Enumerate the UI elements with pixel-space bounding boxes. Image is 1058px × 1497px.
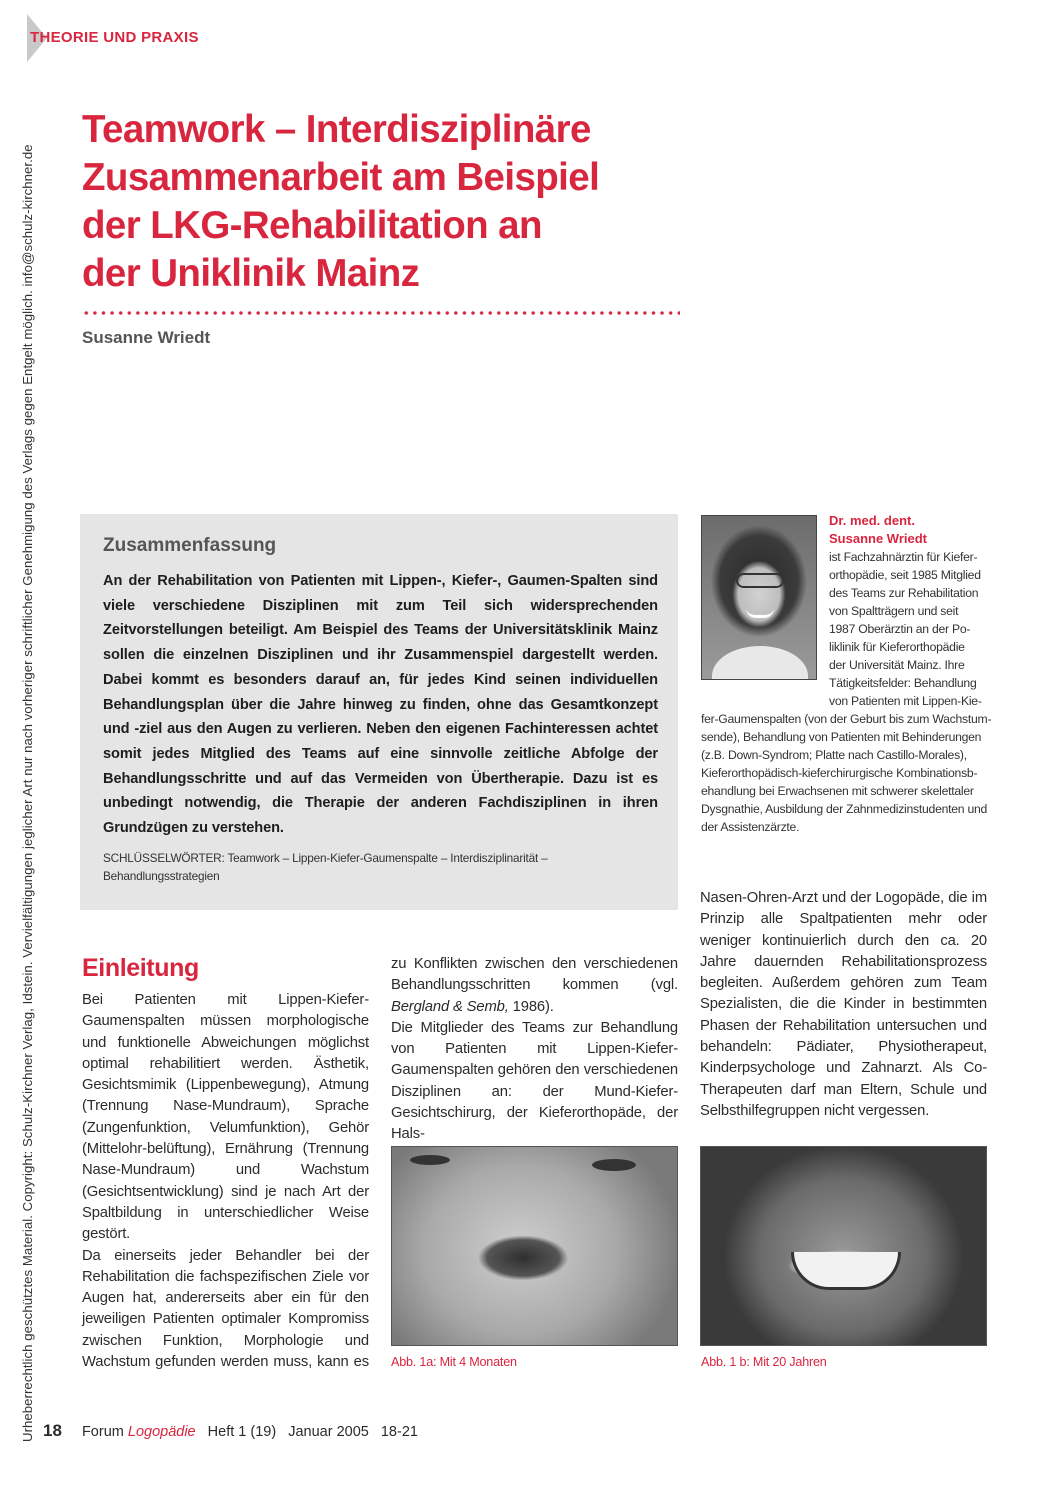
bio-name-block — [829, 512, 927, 548]
body-paragraph: Bei Patienten mit Lippen-Kiefer-Gaumenspalten müssen morphologische und funktionelle Abweichungen möglichst optimal rehabilitiert werden. Ästhetik, Gesichtsmimik (Lippenbewegung), Atmung (Trennung Nase-Mundraum), Sprache (Zungenfunktion, Velumfunktion), Gehör (Mittelohr-belüftung), Ernährung (Trennung Nase-Mundraum) und Wachstum (Gesichtsentwicklung) sind je nach Art der Spaltbildung in unterschiedlicher Weise gestört. — [82, 992, 369, 1243]
page-number: 18 — [43, 1421, 62, 1440]
page-range: 18-21 — [380, 1424, 418, 1440]
bio-line: Kieferorthopädisch-kieferchirurgische Kombinationsb- — [701, 766, 978, 780]
bio-line: der Assistenzärzte. — [701, 820, 800, 834]
bio-line: Dysgnathie, Ausbildung der Zahnmedizinstudenten und — [701, 802, 988, 816]
photo-smile — [746, 608, 774, 618]
body-text: 1986). — [512, 998, 554, 1015]
bio-line: der Universität Mainz. Ihre — [829, 658, 965, 672]
page-footer — [43, 1421, 418, 1441]
figure-1b-photo — [700, 1146, 987, 1346]
dotted-divider — [82, 311, 680, 315]
article-author: Susanne Wriedt — [82, 328, 211, 347]
bio-line: (z.B. Down-Syndrom; Platte nach Castillo-Morales), — [701, 748, 967, 762]
figure-1a-caption: Abb. 1a: Mit 4 Monaten — [391, 1355, 517, 1369]
bio-title: Dr. med. dent. — [829, 513, 915, 528]
photo-shoulders — [712, 646, 808, 680]
section-heading-einleitung: Einleitung — [82, 954, 199, 982]
citation: Bergland & Semb, — [391, 998, 509, 1015]
summary-heading: Zusammenfassung — [103, 535, 277, 556]
photo-eye — [410, 1155, 450, 1165]
section-label: THEORIE UND PRAXIS — [30, 29, 199, 46]
body-paragraph: Da einerseits jeder Behandler bei der Rehabilitation die fachspezifischen Ziele vor Augen hat, andererseits aber ein für den jeweiligen Patienten optimaler Kompromiss zwischen Funktion, Morphologie und Wachstum gefunden werden muss, kann es — [82, 1247, 369, 1371]
keywords-text: Teamwork – Lippen-Kiefer-Gaumenspalte – Interdisziplinarität – Behandlungsstrategien — [103, 851, 548, 883]
figure-1b-caption: Abb. 1 b: Mit 20 Jahren — [701, 1355, 827, 1369]
keywords — [103, 849, 643, 885]
title-line: der LKG-Rehabilitation an — [82, 204, 542, 247]
bio-line: liklinik für Kieferorthopädie — [829, 640, 965, 654]
journal-prefix: Forum — [81, 1424, 124, 1440]
bio-line: orthopädie, seit 1985 Mitglied — [829, 568, 981, 582]
issue: Heft 1 (19) — [207, 1424, 277, 1440]
figure-1a-photo — [391, 1146, 678, 1346]
bio-line: des Teams zur Rehabilitation — [829, 586, 979, 600]
bio-line: fer-Gaumenspalten (von der Geburt bis zum Wachstum- — [701, 712, 992, 726]
side-copyright-text: Urheberrechtlich geschütztes Material. Copyright: Schulz-Kirchner Verlag, Idstein. Vervielfältigungen jeglicher Art nur nach vorheriger schriftlicher Genehmigung des Verlags gegen Entgelt möglich. info@schulz-kirchner.de — [20, 144, 35, 1442]
article-title — [82, 106, 692, 298]
bio-line: ist Fachzahnärztin für Kiefer- — [829, 550, 978, 564]
journal-name: Logopädie — [127, 1424, 196, 1440]
bio-line: Tätigkeitsfelder: Behandlung — [829, 676, 977, 690]
body-paragraph: Nasen-Ohren-Arzt und der Logopäde, die im Prinzip alle Spaltpatienten mehr oder weniger kontinuierlich durch den ca. 20 Jahre dauernden Rehabilitationsprozess begleiten. Außerdem gehören zum Team Spezialisten, die die Kinder in bestimmten Phasen der Rehabilitation untersuchen und behandeln: Pädiater, Physiotherapeut, Kinderpsychologe und Zahnarzt. Als Co-Therapeuten darf man Eltern, Schule und Selbsthilfegruppen nicht vergessen. — [700, 890, 987, 1119]
side-copyright-notice — [18, 56, 40, 1444]
keywords-label: SCHLÜSSELWÖRTER: — [103, 851, 225, 865]
bio-line: 1987 Oberärztin an der Po- — [829, 622, 971, 636]
body-text: zu Konflikten zwischen den verschiedenen Behandlungsschritten kommen (vgl. — [391, 956, 678, 994]
summary-box — [80, 514, 678, 910]
title-line: der Uniklinik Mainz — [82, 252, 420, 295]
bio-line: von Spaltträgern und seit — [829, 604, 959, 618]
summary-text: An der Rehabilitation von Patienten mit Lippen-, Kiefer-, Gaumen-Spalten sind viele verschiedene Disziplinen mit zum Teil sich widersprechenden Zeitvorstellungen beteiligt. Am Beispiel des Teams der Universitätsklinik Mainz sollen die einzelnen Disziplinen und ihr Zusammenspiel dargestellt werden. Dabei kommt es besonders darauf an, für jedes Kind seinen individuellen Behandlungsplan über die Jahre hinweg zu finden, ohne das Gesamtkonzept und -ziel aus den Augen zu verlieren. Neben den eigenen Fachinteressen achtet somit jedes Mitglied des Teams auf eine sinnvolle zeitliche Abfolge der Behandlungsschritte und auf das Vermeiden von Übertherapie. Dazu ist es unbedingt notwendig, die Therapie der anderen Fachdisziplinen in ihren Grundzügen zu verstehen. — [103, 573, 658, 837]
title-line: Zusammenarbeit am Beispiel — [82, 156, 600, 199]
photo-mouth — [791, 1252, 901, 1290]
body-paragraph — [391, 954, 678, 1018]
bio-name: Susanne Wriedt — [829, 531, 928, 546]
bio-line: von Patienten mit Lippen-Kie- — [829, 694, 982, 708]
body-column-3 — [700, 888, 987, 1122]
issue-date: Januar 2005 — [288, 1424, 369, 1440]
author-photo — [701, 515, 817, 680]
photo-glasses — [736, 573, 784, 588]
body-column-1 — [82, 990, 369, 1373]
title-line: Teamwork – Interdisziplinäre — [82, 108, 591, 151]
body-paragraph: Die Mitglieder des Teams zur Behandlung von Patienten mit Lippen-Kiefer-Gaumenspalten gehören den verschiedenen Disziplinen an: der Mund-Kiefer-Gesichtschirurg, der Kieferorthopäde, der Hals- — [391, 1019, 678, 1143]
photo-eye — [592, 1159, 636, 1171]
bio-line: ehandlung bei Erwachsenen mit schwerer skelettaler — [701, 784, 974, 798]
body-column-2 — [391, 954, 678, 1146]
bio-line: sende), Behandlung von Patienten mit Behinderungen — [701, 730, 982, 744]
